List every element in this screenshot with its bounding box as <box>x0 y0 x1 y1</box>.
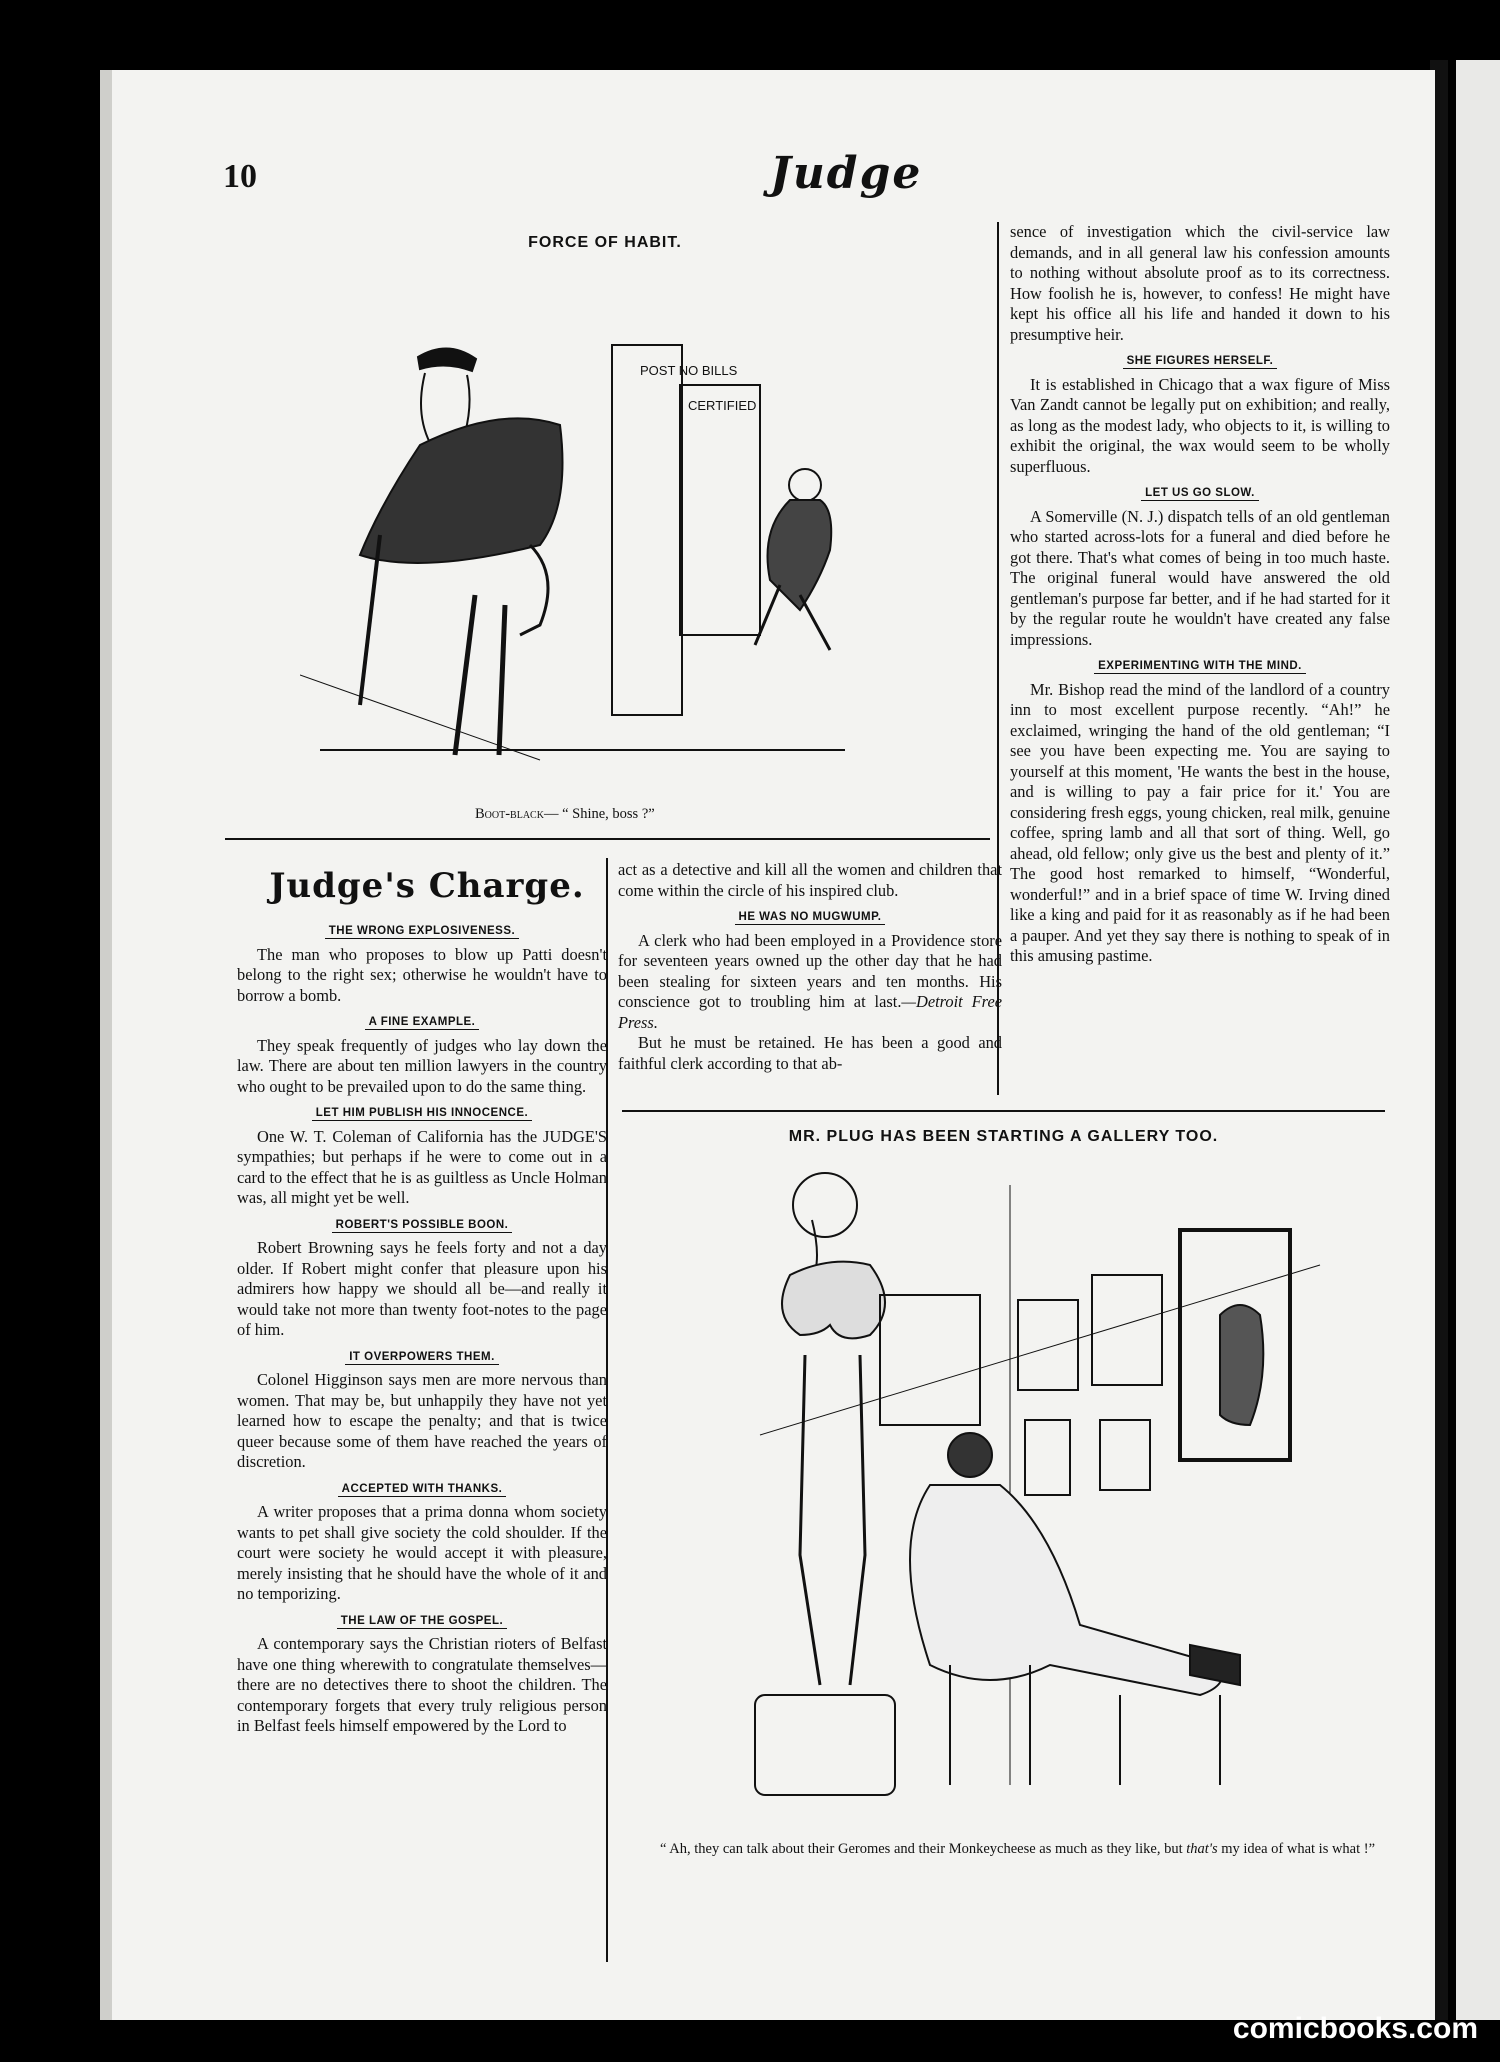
article-source: —Detroit Free Press. <box>618 992 1002 1032</box>
article-text: A Somerville (N. J.) dispatch tells of an old gentleman who started across-lots for a funeral and died before he got there. That's what comes of being in too much haste. The original funeral would have answered the old gentleman's purpose far better, and if he had started for it by the regular route he wouldn't have created any false impressions. <box>1010 506 1390 649</box>
caption-emphasis: that's <box>1186 1841 1218 1857</box>
adjacent-page-edge <box>1448 60 1500 2020</box>
article-text: Colonel Higginson says men are more nervous than women. That may be, but unhappily they have not yet learned how to escape the penalty; and that is twice queer because some of them have reached the years of discretion. <box>237 1370 607 1471</box>
article-head: IT OVERPOWERS THEM. <box>345 1351 499 1365</box>
article-head: HE WAS NO MUGWUMP. <box>735 911 886 925</box>
article-head: A FINE EXAMPLE. <box>365 1016 480 1030</box>
article-head: LET US GO SLOW. <box>1141 487 1259 501</box>
right-column <box>1010 222 1390 967</box>
article-head: THE LAW OF THE GOSPEL. <box>337 1615 507 1629</box>
caption-tail: my idea of what is what !” <box>1217 1841 1376 1857</box>
article-text: A clerk who had been employed in a Providence store for seventeen years owned up the other day that he had been stealing for sixteen years and ten months. His conscience got to troubling him at last. <box>618 930 1002 1011</box>
caption-quote: “ Ah, they can talk about their Geromes and their Monkeycheese as much as they like, but <box>660 1841 1183 1857</box>
certified-sign: CERTIFIED <box>688 398 757 413</box>
article-head: ROBERT'S POSSIBLE BOON. <box>332 1219 513 1233</box>
divider-above-cartoon2 <box>622 1110 1385 1112</box>
caption-quote: — “ Shine, boss ?” <box>543 806 655 822</box>
article-text: Robert Browning says he feels forty and not a day older. If Robert might confer that pleasure upon his admirers how happy we should all be—and really it would take not more than twenty foot-notes to the page of him. <box>237 1238 607 1339</box>
site-watermark: comicbooks.com <box>1232 2012 1478 2045</box>
post-no-bills-sign: POST NO BILLS <box>640 363 738 378</box>
article-head: LET HIM PUBLISH HIS INNOCENCE. <box>312 1107 532 1121</box>
continued-text: sence of investigation which the civil-service law demands, and in all general law his confession amounts to nothing without absolute proof as to its correctness. How foolish he is, however, to confess! He might have kept his office all his life and handed it down to his presumptive heir. <box>1010 222 1390 344</box>
article-text: But he must be retained. He has been a good and faithful clerk according to that ab- <box>618 1033 1002 1073</box>
gallery-illustration <box>700 1165 1350 1805</box>
article-head: EXPERIMENTING WITH THE MIND. <box>1094 660 1306 674</box>
cartoon-title-gallery: MR. PLUG HAS BEEN STARTING A GALLERY TOO. <box>788 1128 1219 1145</box>
continued-text: act as a detective and kill all the women and children that come within the circle of his inspired club. <box>618 860 1002 900</box>
middle-column <box>618 860 1002 1074</box>
caption-speaker: Boot-black <box>475 806 544 822</box>
article-text: It is established in Chicago that a wax figure of Miss Van Zandt cannot be legally put on exhibition; and really, as long as the modest lady, who objects to it, is willing to exhibit the original, the wax would seem to be wholly superfluous. <box>1010 374 1390 476</box>
force-of-habit-illustration <box>300 295 860 780</box>
divider-under-cartoon1 <box>225 838 990 840</box>
cartoon-title-force-of-habit: FORCE OF HABIT. <box>528 234 682 251</box>
cartoon2-caption <box>640 1840 1395 1859</box>
article-head: ACCEPTED WITH THANKS. <box>338 1483 507 1497</box>
magazine-logo: Judge <box>770 148 923 199</box>
article-text: A writer proposes that a prima donna whom society wants to pet shall give society the cold shoulder. If the court were society he would accept it with pleasure, merely insisting that he should have the whole of it and no temporizing. <box>237 1502 607 1603</box>
page-number: 10 <box>223 158 257 195</box>
article-text: A contemporary says the Christian rioters of Belfast have one thing wherewith to congratulate themselves—there are no detectives there to shoot the children. The contemporary forgets that every truly religious person in Belfast feels himself empowered by the Lord to <box>237 1634 607 1735</box>
column-title-judges-charge: Judge's Charge. <box>269 866 585 906</box>
article-head: THE WRONG EXPLOSIVENESS. <box>325 925 519 939</box>
article-text: Mr. Bishop read the mind of the landlord of a country inn to most excellent purpose recently. “Ah!” he exclaimed, wringing the hand of the old gentleman; “I see you have been expecting me. You are saying to yourself at this moment, 'He wants the best in the house, and is willing to pay a fair price for it.' You are considering fresh eggs, young chicken, real milk, genuine coffee, spring lamb and all that sort of thing. Well, go ahead, old fellow; only give us the best and plenty of it.” The good host remarked to himself, “Wonderful, wonderful!” and in a brief space of time W. Irving dined like a king and paid for it as reasonably as if he had been a pauper. And yet they say there is nothing to speak of in this amusing pastime. <box>1010 679 1390 965</box>
left-column <box>237 915 607 1737</box>
page-binding-edge <box>100 70 112 2020</box>
cartoon1-caption <box>475 805 655 824</box>
article-head: SHE FIGURES HERSELF. <box>1123 355 1278 369</box>
article-text: The man who proposes to blow up Patti doesn't belong to the right sex; otherwise he wouldn't have to borrow a bomb. <box>237 944 607 1005</box>
article-text: They speak frequently of judges who lay down the law. There are about ten million lawyers in the country who ought to be prevailed upon to do the same thing. <box>237 1035 607 1096</box>
article-text: One W. T. Coleman of California has the JUDGE'S sympathies; but perhaps if he were to come out in a card to the effect that he is as guiltless as Uncle Holman was, all might yet be well. <box>237 1126 607 1207</box>
